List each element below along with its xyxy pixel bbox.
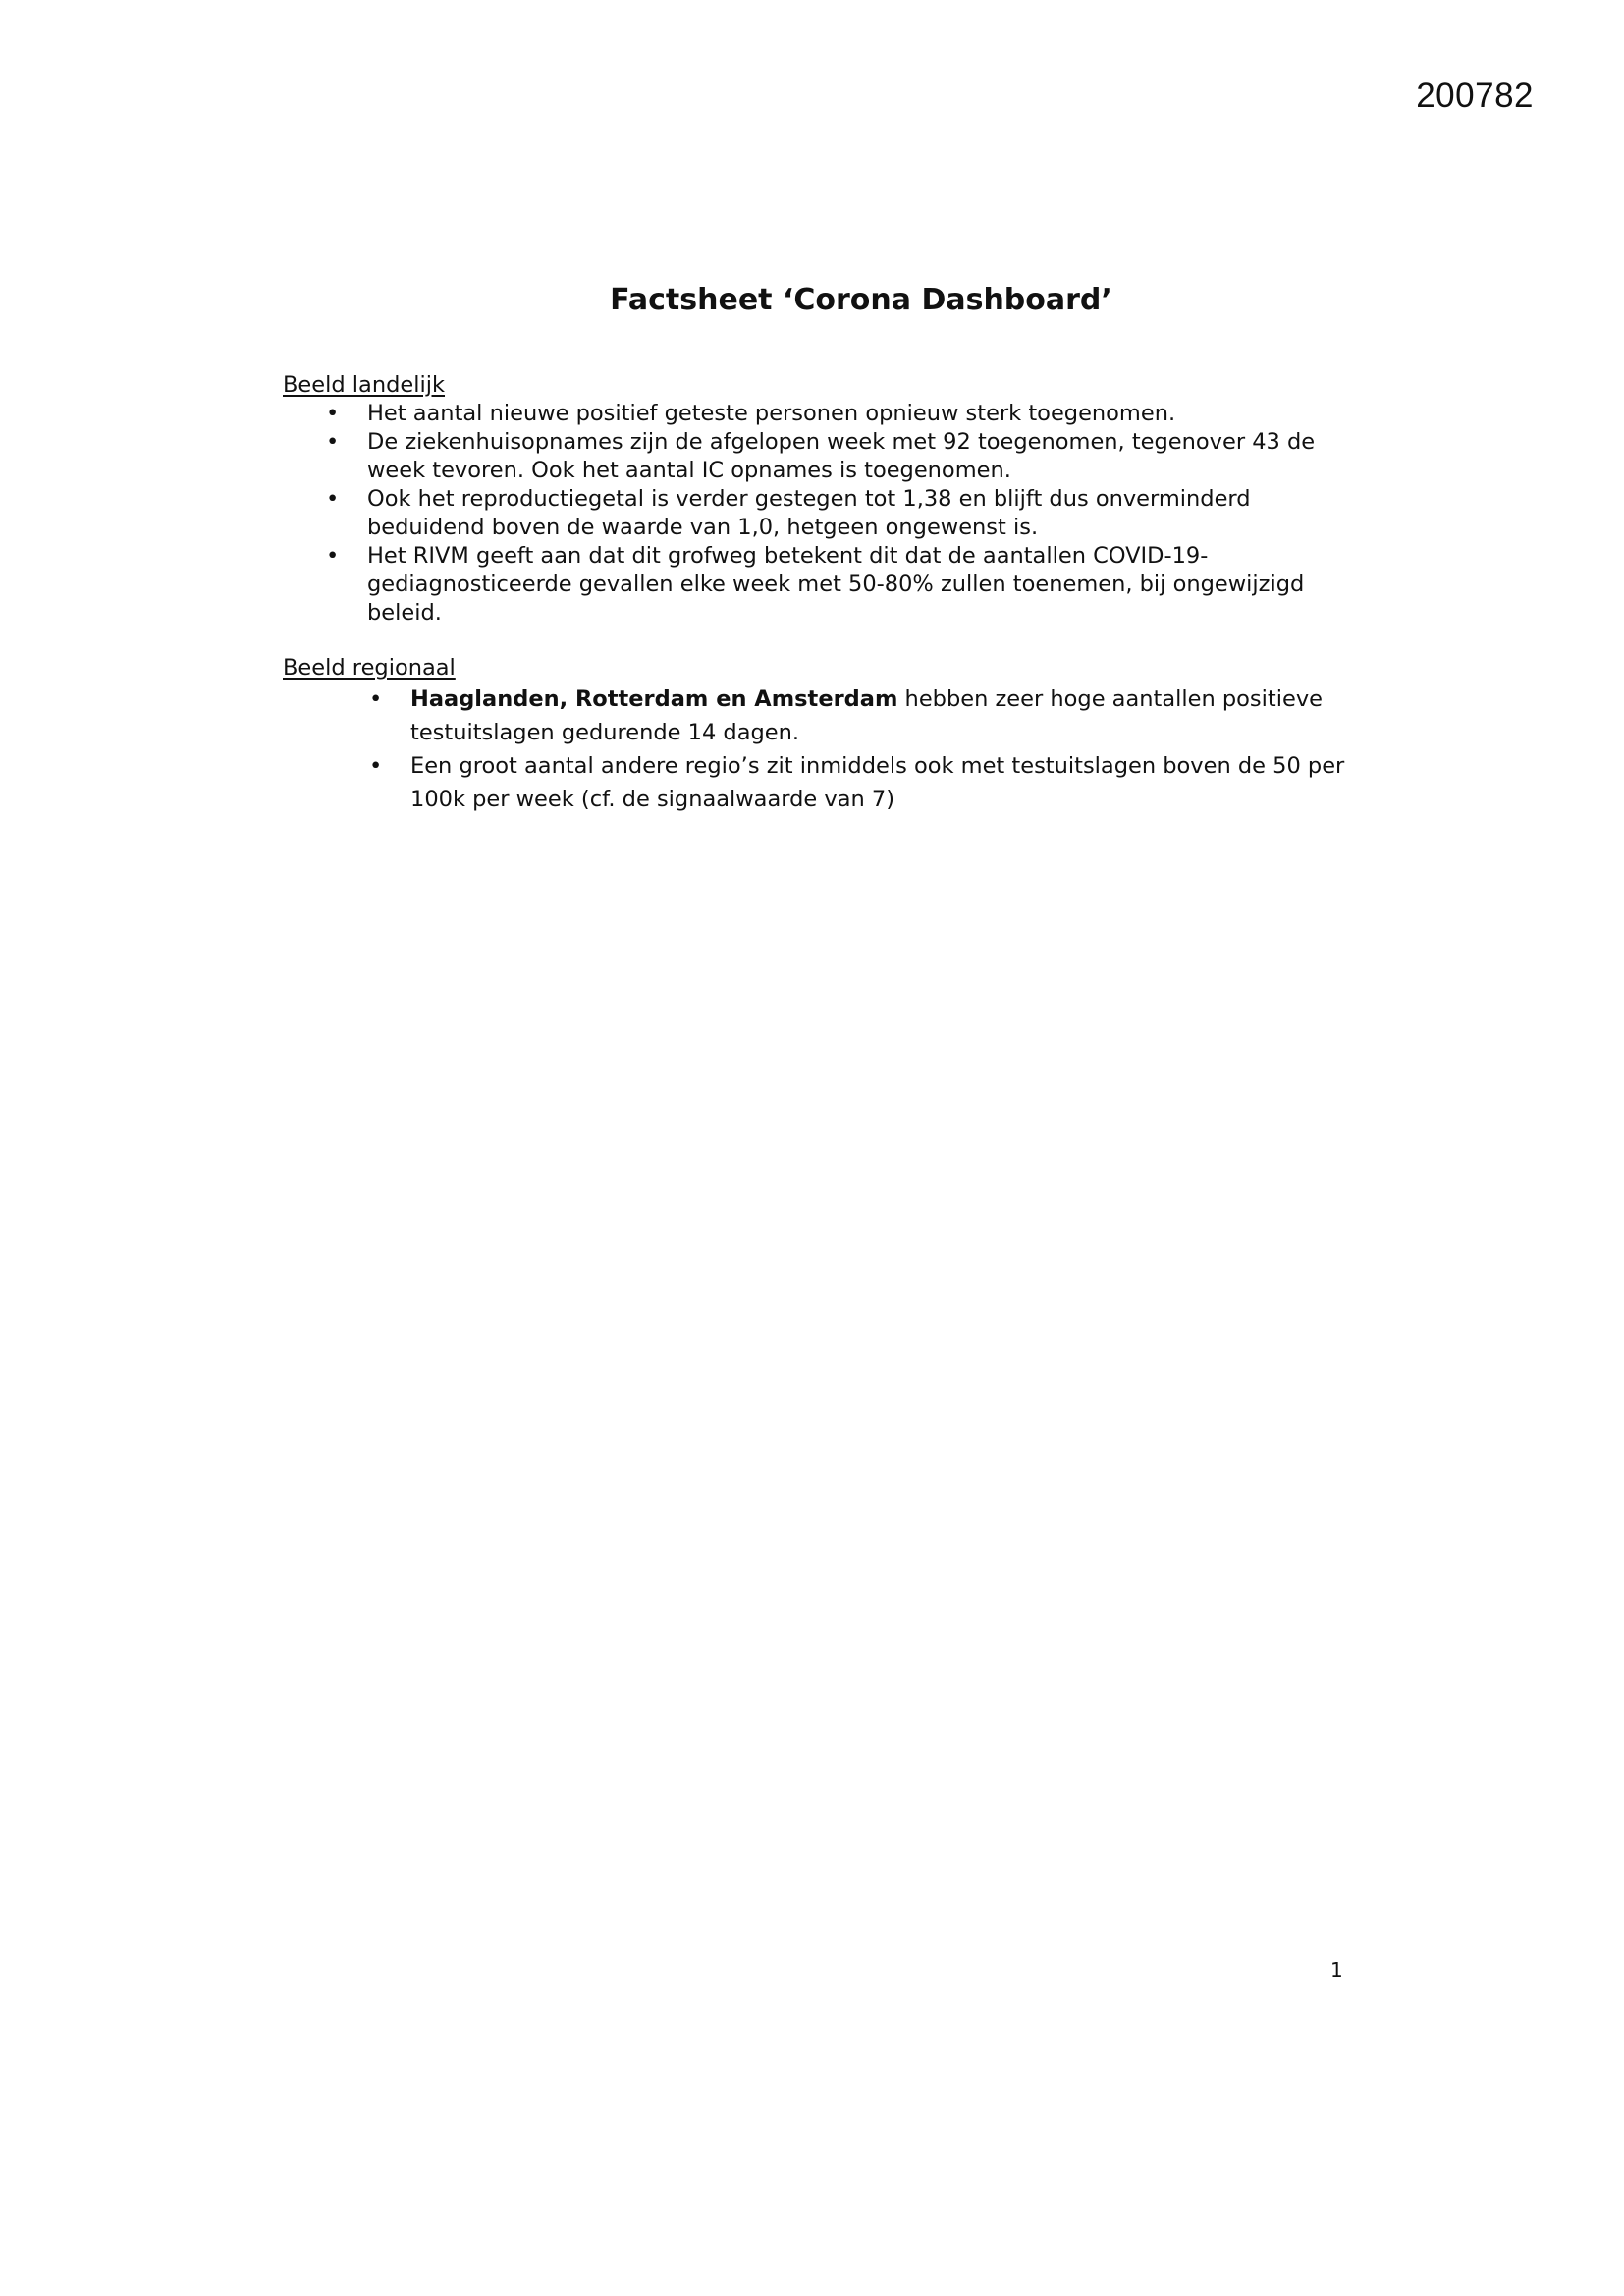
bold-regions: Haaglanden, Rotterdam en Amsterdam bbox=[410, 686, 898, 712]
section-heading-regionaal: Beeld regionaal bbox=[283, 655, 456, 681]
section-beeld-regionaal bbox=[283, 654, 1363, 816]
list-item bbox=[283, 683, 1353, 749]
section-heading-landelijk: Beeld landelijk bbox=[283, 372, 446, 398]
list-item-text: hebben zeer hoge aantallen positieve testuitslagen gedurende 14 dagen. bbox=[410, 686, 1323, 745]
list-item: • Het RIVM geeft aan dat dit grofweg betekent dit dat de aantallen COVID-19-gediagnosticeerde gevallen elke week met 50-80% zullen toenemen, bij ongewijzigd beleid. bbox=[283, 542, 1349, 628]
bullet-list-regionaal bbox=[283, 683, 1363, 816]
bullet-list-landelijk bbox=[283, 400, 1363, 628]
list-item bbox=[283, 749, 1353, 816]
page-number: 1 bbox=[1330, 1958, 1343, 1982]
page-title: Factsheet ‘Corona Dashboard’ bbox=[610, 283, 1112, 317]
section-beeld-landelijk bbox=[283, 371, 1363, 628]
list-item: • Ook het reproductiegetal is verder gestegen tot 1,38 en blijft dus onverminderd beduidend boven de waarde van 1,0, hetgeen ongewenst is. bbox=[283, 485, 1349, 542]
doc-number: 200782 bbox=[1416, 77, 1534, 115]
list-item: • Het aantal nieuwe positief geteste personen opnieuw sterk toegenomen. bbox=[283, 400, 1349, 428]
list-item-text: Een groot aantal andere regio’s zit inmiddels ook met testuitslagen boven de 50 per 100k per week (cf. de signaalwaarde van 7) bbox=[410, 753, 1345, 812]
list-item: • De ziekenhuisopnames zijn de afgelopen week met 92 toegenomen, tegenover 43 de week tevoren. Ook het aantal IC opnames is toegenomen. bbox=[283, 428, 1349, 485]
